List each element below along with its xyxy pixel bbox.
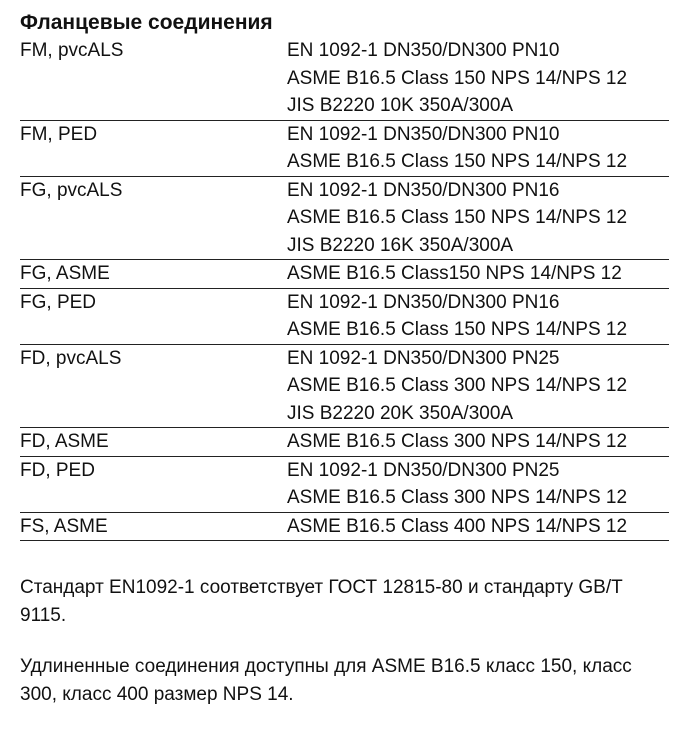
flange-connections-table — [20, 37, 669, 541]
spec-value: EN 1092-1 DN350/DN300 PN10 — [287, 123, 560, 145]
table-row — [20, 176, 669, 260]
model-name: FD, PED — [20, 456, 287, 512]
table-row — [20, 120, 669, 176]
table-row — [20, 37, 669, 120]
spec-list — [287, 456, 669, 512]
spec-value: EN 1092-1 DN350/DN300 PN10 — [287, 40, 560, 61]
table-row — [20, 288, 669, 344]
table-row — [20, 344, 669, 428]
spec-list — [287, 120, 669, 176]
spec-value: ASME B16.5 Class 300 NPS 14/NPS 12 — [287, 431, 628, 452]
spec-value: ASME B16.5 Class 150 NPS 14/NPS 12 — [287, 151, 628, 172]
spec-value: ASME B16.5 Class 150 NPS 14/NPS 12 — [287, 319, 628, 340]
spec-value: JIS B2220 16K 350A/300A — [287, 234, 514, 256]
document-page — [20, 10, 670, 709]
model-name: FG, ASME — [20, 260, 287, 289]
model-name: FD, pvcALS — [20, 344, 287, 428]
spec-list — [287, 344, 669, 428]
spec-value: JIS B2220 10K 350A/300A — [287, 95, 514, 116]
standard-note: Стандарт EN1092-1 соответствует ГОСТ 12815-80 и стандарту GB/T 9115. — [20, 577, 623, 626]
spec-value: EN 1092-1 DN350/DN300 PN16 — [287, 291, 560, 313]
spec-list — [287, 260, 669, 289]
spec-value: JIS B2220 20K 350A/300A — [287, 402, 514, 424]
spec-value: ASME B16.5 Class 400 NPS 14/NPS 12 — [287, 515, 628, 537]
table-row — [20, 260, 669, 289]
model-name: FS, ASME — [20, 512, 287, 541]
spec-list — [287, 428, 669, 457]
model-name: FG, pvcALS — [20, 176, 287, 260]
model-name: FD, ASME — [20, 428, 287, 457]
spec-value: EN 1092-1 DN350/DN300 PN25 — [287, 459, 560, 481]
spec-list — [287, 288, 669, 344]
spec-value: ASME B16.5 Class 150 NPS 14/NPS 12 — [287, 67, 628, 89]
spec-value: ASME B16.5 Class 300 NPS 14/NPS 12 — [287, 375, 628, 396]
extended-connections-note: Удлиненные соединения доступны для ASME B16.5 класс 150, класс 300, класс 400 размер NPS 14. — [20, 656, 632, 705]
spec-list — [287, 176, 669, 260]
model-name: FM, pvcALS — [20, 37, 287, 120]
spec-value: EN 1092-1 DN350/DN300 PN16 — [287, 179, 560, 201]
flange-table-body — [20, 37, 669, 541]
spec-value: ASME B16.5 Class 150 NPS 14/NPS 12 — [287, 207, 628, 228]
table-row — [20, 512, 669, 541]
model-name: FG, PED — [20, 288, 287, 344]
spec-value: ASME B16.5 Class 300 NPS 14/NPS 12 — [287, 487, 628, 508]
spec-value: ASME B16.5 Class150 NPS 14/NPS 12 — [287, 263, 622, 284]
model-name: FM, PED — [20, 120, 287, 176]
spec-list — [287, 512, 669, 541]
spec-list — [287, 37, 669, 120]
table-row — [20, 456, 669, 512]
section-title: Фланцевые соединения — [20, 11, 273, 34]
table-row — [20, 428, 669, 457]
spec-value: EN 1092-1 DN350/DN300 PN25 — [287, 347, 560, 369]
